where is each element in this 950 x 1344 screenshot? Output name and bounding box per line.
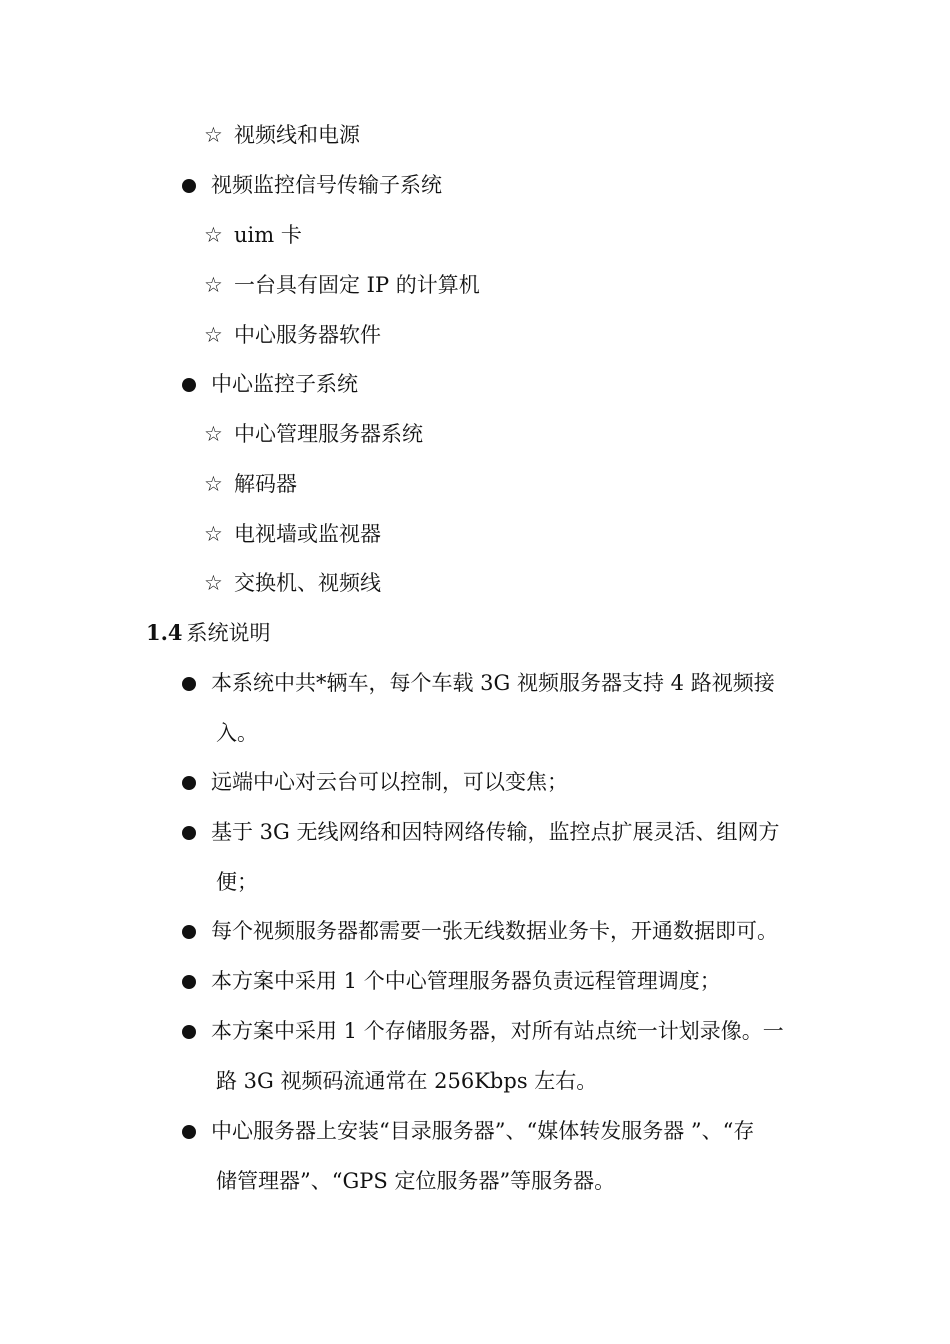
section-heading [146,618,271,648]
list-item-text: 一台具有固定 IP 的计算机 [234,273,480,297]
description-item [182,817,780,847]
description-item [182,916,778,946]
star-icon: ☆ [204,522,223,546]
bullet-icon [182,179,196,193]
bullet-icon [182,378,196,392]
bullet-icon [182,826,196,840]
section-number: 1.4 [146,620,183,645]
list-item-text: 交换机、视频线 [234,571,381,595]
description-continuation: 储管理器”、“GPS 定位服务器”等服务器。 [216,1169,616,1193]
bullet-icon [182,925,196,939]
list-item-text: 视频线和电源 [234,123,360,147]
bullet-icon [182,677,196,691]
star-icon: ☆ [204,422,223,446]
description-continuation: 路 3G 视频码流通常在 256Kbps 左右。 [216,1069,598,1093]
section-title: 系统说明 [186,621,271,645]
bullet-icon [182,975,196,989]
description-continuation: 便； [216,870,258,894]
description-text: 中心服务器上安装“目录服务器”、“媒体转发服务器 ”、“存 [211,1119,755,1143]
list-item [204,270,480,300]
list-item [204,320,381,350]
star-icon: ☆ [204,123,223,147]
description-item [182,1116,754,1146]
list-item-text: 中心服务器软件 [234,323,381,347]
description-text: 本系统中共*辆车，每个车载 3G 视频服务器支持 4 路视频接 [211,671,775,695]
list-item-text: 电视墙或监视器 [234,522,381,546]
list-item [182,369,358,399]
description-item [182,767,568,797]
description-text: 本方案中采用 1 个存储服务器，对所有站点统一计划录像。一 [211,1019,784,1043]
list-item-text: 中心监控子系统 [211,372,358,396]
list-item-text: 视频监控信号传输子系统 [211,173,442,197]
star-icon: ☆ [204,472,223,496]
description-item [182,1016,784,1046]
star-icon: ☆ [204,223,223,247]
bullet-icon [182,1025,196,1039]
list-item [204,568,381,598]
description-text: 本方案中采用 1 个中心管理服务器负责远程管理调度； [211,969,721,993]
list-item [204,419,423,449]
list-item [204,469,297,499]
description-continuation: 入。 [216,721,258,745]
list-item-text: 中心管理服务器系统 [234,422,423,446]
star-icon: ☆ [204,323,223,347]
bullet-icon [182,1125,196,1139]
star-icon: ☆ [204,273,223,297]
list-item [182,170,442,200]
star-icon: ☆ [204,571,223,595]
description-item [182,966,721,996]
list-item-text: 解码器 [234,472,297,496]
description-text: 每个视频服务器都需要一张无线数据业务卡，开通数据即可。 [211,919,778,943]
description-text: 远端中心对云台可以控制，可以变焦； [211,770,568,794]
list-item [204,220,302,250]
list-item [204,519,381,549]
list-item [204,120,360,150]
list-item-text: uim 卡 [234,223,302,247]
description-text: 基于 3G 无线网络和因特网络传输，监控点扩展灵活、组网方 [211,820,780,844]
description-item [182,668,775,698]
bullet-icon [182,776,196,790]
